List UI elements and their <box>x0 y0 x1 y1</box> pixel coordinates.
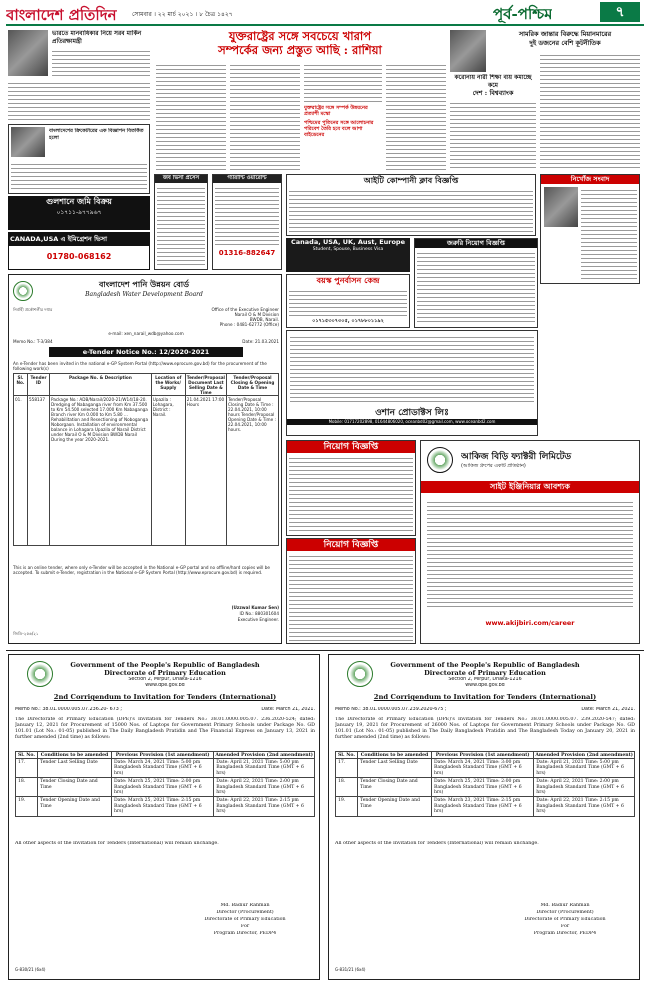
world-bank-photo <box>450 30 486 72</box>
club-title: আইটি কোম্পানী ক্লাব বিজ্ঞপ্তি <box>363 176 459 185</box>
land-sale-title: গুলশানে জমি বিক্রয় <box>46 197 112 206</box>
c2-r3-prev: Date: March 23, 2021 Time: 2:15 pm Bangladesh Standard Time (GMT + 6 hrs) <box>432 797 534 816</box>
russia-body-col3 <box>304 62 382 102</box>
c1-signer-title3: For <box>240 924 250 929</box>
c1-r2-cond: Tender Closing Date and Time <box>38 778 112 797</box>
c1-r3-cond: Tender Opening Date and Time <box>38 797 112 816</box>
appointment-body-2 <box>289 553 413 641</box>
ocean-table <box>290 334 534 404</box>
c2-memo: Memo No.: 38.01.0000.005.07.239.2020-675 ; <box>335 707 447 712</box>
akij-ad <box>420 440 640 644</box>
c1-directorate: Directorate of Primary Education <box>104 669 226 677</box>
appointment-ad-1 <box>286 440 416 536</box>
akij-vacancy: সাইট ইঞ্জিনিয়ার আবশ্যক <box>421 481 639 493</box>
c2-th-prev: Previous Provision (1st amendment) <box>432 752 534 759</box>
c2-r3-sl: 19. <box>336 797 358 816</box>
appointment-body-1 <box>289 455 413 533</box>
c2-th-sl: Sl. No. <box>336 752 358 759</box>
c2-th-cond: Conditions to be amended <box>358 752 432 759</box>
education-body <box>450 100 536 170</box>
urgent-hiring-ad <box>414 238 538 328</box>
old-home-title: বয়স্ক পুনর্বাসন কেন্দ্র <box>316 276 380 285</box>
c2-date: Date: March 21, 2021. <box>581 707 635 712</box>
akij-sub: (আকিজ গ্রুপের একটি প্রতিষ্ঠান) <box>461 463 526 469</box>
canada-usa-ad <box>8 232 150 270</box>
c2-web: www.dpe.gov.bd <box>465 683 505 688</box>
appointment-ad-2 <box>286 538 416 644</box>
education-headline-1: করোনায় নারী শিক্ষা ব্যয় কমাচ্ছে কমে <box>454 74 532 89</box>
wdb-office-line2: Narail O & M Division <box>234 312 279 317</box>
c1-web: www.dpe.gov.bd <box>145 683 185 688</box>
c2-gov: Government of the People's Republic of Bangladesh <box>390 661 580 669</box>
akij-logo-icon <box>427 447 453 473</box>
wdb-th-closing: Tender/Proposal Closing & Opening Date & Time <box>227 374 279 396</box>
c1-gov: Government of the People's Republic of Bangladesh <box>70 661 260 669</box>
wdb-signer-id: ID No.: 880301604 <box>239 611 279 616</box>
canada-usa-title: CANADA,USA এ ইমিগ্রেশন ভিসা <box>9 233 149 246</box>
c1-body: The Directorate of Primary Education (DPE)'s Invitation for Tenders No.: 38.01.0000.005.07. 236.2020-524; dated: January 12, 2021 for Procurement of 15000 Nos. of Laptops for Government Primary Schools under Package No. GD 101.01 (Lot No.: 01-05) published in The Daily Bangladesh Pratidin and The Financial Express on January 13, 2021 in further amended (2nd time) as follows: <box>15 717 315 740</box>
wdb-cell-description: Package No.: ADB/Narail/2020-21/W14/18-20. Dredging of Nabaganga river from Km 37.500 to Km 54.500 selected 17.000 Km Nabaganga Branch river Km 0.000 to Km 5.80 ... Rehabilitation and Resectioning of Noboganga Noborgaon. Installation of environmental balance in Lohagara Upazila of Narail District under Narail O & M Division BWDB Narail During the year 2020-2021. <box>50 396 152 546</box>
wdb-memo: Memo No.: T-3/384 <box>13 339 53 344</box>
c1-r1-cond: Tender Last Selling Date <box>38 759 112 778</box>
wdb-logo-icon <box>13 281 33 301</box>
russia-headline-2: সম্পর্কের জন্য প্রস্তুত আছি : রাশিয়া <box>218 44 382 57</box>
wdb-ref: জিডি-২৫৬/২১ <box>13 631 39 636</box>
c2-r1-sl: 17. <box>336 759 358 778</box>
appointment-title-1: নিয়োগ বিজ্ঞপ্তি <box>287 441 415 453</box>
russia-body-col2 <box>230 62 300 170</box>
c1-address: Section 2, Mirpur, Dhaka-1216 <box>128 677 202 682</box>
c2-directorate: Directorate of Primary Education <box>424 669 546 677</box>
table-row <box>336 759 635 778</box>
c1-signer-title4: Program Director, PEDP4 <box>213 931 277 936</box>
wdb-table <box>13 373 279 546</box>
c2-signer-title1: Director (Procurement) <box>536 910 594 915</box>
myanmar-headline-2: দুই ডজনের বেশি কূটনীতিক <box>529 39 601 47</box>
canada-usa-phone: 01780-068162 <box>46 252 112 261</box>
missing-body <box>581 187 637 279</box>
old-home-body <box>289 288 407 316</box>
myanmar-body <box>540 52 640 170</box>
ocean-ad <box>286 330 538 436</box>
c1-r2-amend: Date: April 22, 2021 Time: 2:00 pm Bangladesh Standard Time (GMT + 6 hrs) <box>214 778 315 797</box>
akij-body <box>427 499 633 609</box>
c1-th-cond: Conditions to be amended <box>38 752 112 759</box>
bazar-phone: 01316-882647 <box>218 249 276 257</box>
wdb-cell-id: 558137 <box>28 396 50 546</box>
russia-bullet-1: যুক্তরাষ্ট্রের সঙ্গে সম্পর্ক উন্নয়নের প্রত্যাশী মস্কো <box>304 105 368 117</box>
missing-photo <box>544 187 578 227</box>
wdb-cell-closing: Tender/Proposal Closing Date & Time : 22.04.2021, 10:00 hours Tender/Proposal Opening Date & Time : 22.04.2021, 10:00 hours. <box>227 396 279 546</box>
c1-title: 2nd Corrigendum to Invitation for Tenders (International) <box>53 693 277 701</box>
table-row <box>336 797 635 816</box>
c2-signer: Md. Badiur Rahman <box>540 903 590 908</box>
wdb-intro: An e-Tender has been invited in the national e-GP System Portal (http://www.eprocure.gov.bd) for the procurement of the following work(s) <box>13 361 267 371</box>
old-home-ad <box>286 274 410 328</box>
bazar-body <box>215 185 279 247</box>
wdb-office-en: Office of the Executive Engineer <box>211 307 279 312</box>
land-sale-phone: ০১৭১১-৯৭৭৯৬৭ <box>56 209 102 216</box>
wdb-th-package: Package No. & Description <box>50 374 152 396</box>
cricket-headline: বাংলাদেশের ক্রিকেটারের এক বিজ্ঞাপন বিতর্কিত হলো <box>49 128 144 141</box>
c2-body: The Directorate of Primary Education (DPE)'s Invitation for Tenders No.: 38.01.0000.005.07. 239.2020-547; dated: January 19, 2021 for Procurement of 26000 Nos. of Laptops for Government Primary Schools under Package No. GD 101.01 (Lot No.: 01-05) published in The Daily Bangladesh Pratidin and The Bangladesh Today on January 20, 2021 in further amended (2nd time) as follows: <box>335 717 635 740</box>
india-rights-headline: ভারতে মানবাধিকার নিয়ে সরব মার্কিন প্রতিরক্ষামন্ত্রী <box>52 30 142 45</box>
russia-body-col4 <box>386 62 446 170</box>
old-home-phone: ০১৭১৫৩০৭৩০৫, ০১৭৮৮০১১৯২ <box>312 318 384 324</box>
wdb-footer-text: This is an online tender, where only e-Tender will be accepted in the National e-GP portal and no offline/hard copies will be accepted. To submit e-Tender, registration in the National e-GP System Portal (http://www.eprocure.gov.bd) is required. <box>13 565 270 575</box>
india-rights-body <box>52 48 150 76</box>
wdb-email: e-mail: xen_narail_wdb@yahoo.com <box>108 331 184 336</box>
c2-r2-cond: Tender Closing Date and Time <box>358 778 432 797</box>
c1-r1-amend: Date: April 21, 2021 Time: 5:00 pm Bangladesh Standard Time (GMT + 6 hrs) <box>214 759 315 778</box>
missing-title: নিখোঁজ সংবাদ <box>541 175 639 184</box>
c2-signer-title2: Directorate of Primary Education <box>524 917 606 922</box>
c2-table <box>335 751 635 817</box>
c1-signer: Md. Badiur Rahman <box>220 903 270 908</box>
visa-body <box>157 185 205 265</box>
masthead-rule <box>6 24 644 26</box>
wdb-tender <box>8 274 282 644</box>
corrigendum-1 <box>8 654 320 980</box>
russia-body-col1 <box>156 62 226 170</box>
c1-r3-sl: 19. <box>16 797 38 816</box>
table-row <box>16 759 315 778</box>
corrigenda-rule <box>6 650 644 651</box>
table-row <box>336 778 635 797</box>
c2-title: 2nd Corrigendum to Invitation for Tenders (International) <box>373 693 597 701</box>
missing-notice <box>540 174 640 284</box>
c2-r1-cond: Tender Last Selling Date <box>358 759 432 778</box>
wdb-cell-selling: 21.04.2021 17:00 Hours <box>185 396 226 546</box>
wdb-org-en: Bangladesh Water Development Board <box>85 291 203 298</box>
myanmar-headline-1: সামরিক জান্তার বিরুদ্ধে মিয়ানমারের <box>518 30 612 38</box>
wdb-th-selling: Tender/Proposal Document Last Selling Date & Time <box>186 374 225 395</box>
visa-title: জব ভিসা প্রসেস <box>155 175 207 183</box>
c2-r1-prev: Date: March 24, 2021 Time: 3:00 pm Bangladesh Standard Time (GMT + 6 hrs) <box>432 759 534 778</box>
defence-secretary-photo <box>8 30 48 76</box>
russia-headline-1: যুক্তরাষ্ট্রের সঙ্গে সবচেয়ে খারাপ <box>228 30 372 43</box>
wdb-office-line3: BWDB, Narail. <box>249 317 279 322</box>
akij-apply-url: www.akijbiri.com/career <box>485 619 575 627</box>
c2-r2-prev: Date: March 25, 2021 Time: 2:00 pm Bangladesh Standard Time (GMT + 6 hrs) <box>432 778 534 797</box>
russia-bullets <box>304 62 382 170</box>
section-title: পূর্ব-পশ্চিম <box>493 5 553 23</box>
c1-r3-amend: Date: April 22, 2021 Time: 2:15 pm Bangladesh Standard Time (GMT + 6 hrs) <box>214 797 315 816</box>
c1-r1-sl: 17. <box>16 759 38 778</box>
table-row <box>16 778 315 797</box>
study-abroad-ad <box>286 238 410 272</box>
land-sale-ad <box>8 196 150 230</box>
india-rights-body-cont <box>8 80 150 120</box>
table-row <box>14 396 279 546</box>
c2-r2-sl: 18. <box>336 778 358 797</box>
c1-r2-sl: 18. <box>16 778 38 797</box>
urgent-hiring-body <box>417 250 535 324</box>
c1-closing: All other aspects of the Invitation for Tenders (International) will remain unchange. <box>15 841 219 846</box>
c2-closing: All other aspects of the Invitation for Tenders (International) will remain unchange. <box>335 841 539 846</box>
c2-signer-title4: Program Director, PEDP4 <box>533 931 597 936</box>
c1-signer-title1: Director (Procurement) <box>216 910 274 915</box>
bazar-ad <box>212 174 282 270</box>
akij-company: আকিজ বিড়ি ফ্যাক্টরী লিমিটেড <box>461 452 572 462</box>
c2-signer-title3: For <box>560 924 570 929</box>
cricket-body <box>11 161 147 191</box>
c2-r2-amend: Date: April 22, 2021 Time: 2:00 pm Bangladesh Standard Time (GMT + 6 hrs) <box>534 778 635 797</box>
wdb-th-id: Tender ID <box>28 374 50 396</box>
wdb-th-sl: Sl. No. <box>14 374 28 396</box>
wdb-cell-sl: 01. <box>14 396 28 546</box>
club-notice <box>286 174 536 236</box>
wdb-signer: (Uzzwal Kumar Sen) <box>231 605 279 610</box>
wdb-notice-title: e-Tender Notice No.: 12/2020-2021 <box>49 347 243 357</box>
c1-r2-prev: Date: March 25, 2021 Time: 2:00 pm Bangladesh Standard Time (GMT + 6 hrs) <box>112 778 214 797</box>
wdb-signer-title: Executive Engineer. <box>237 617 279 622</box>
appointment-title-2: নিয়োগ বিজ্ঞপ্তি <box>287 539 415 551</box>
c1-th-sl: Sl. No. <box>16 752 38 759</box>
wdb-phone: Phone : 0481-62772 (Office) <box>219 322 279 327</box>
wdb-th-location: Location of the Works/ Supply <box>151 374 185 396</box>
c1-gd: G-830/21 (6x4) <box>15 967 46 972</box>
cricket-photo <box>11 127 45 157</box>
study-abroad-title: Canada, USA, UK, Aust, Europe <box>291 238 405 246</box>
wdb-org-bn: বাংলাদেশ পানি উন্নয়ন বোর্ড <box>98 279 189 289</box>
c1-table <box>15 751 315 817</box>
russia-bullet-2: পশ্চিমের পুতিনের সঙ্গে আলোচনার পরিবেশ তৈরি হবে বলে আশা বাইডেনের <box>304 120 374 138</box>
c2-r3-cond: Tender Opening Date and Time <box>358 797 432 816</box>
wdb-date: Date: 21.03.2021 <box>242 339 279 344</box>
issue-date: সোমবার । ২২ মার্চ ২০২১ । ৮ চৈত্র ১৪২৭ <box>132 11 233 18</box>
c1-th-amend: Amended Provision (2nd amendment) <box>215 752 313 758</box>
ocean-title: ওশান প্রোডাক্টস লিঃ <box>375 408 449 418</box>
page-number: ৭ <box>600 2 640 22</box>
visa-ad <box>154 174 208 270</box>
cricket-story <box>8 124 150 194</box>
club-body <box>289 188 533 232</box>
masthead <box>0 0 650 24</box>
c2-r1-amend: Date: April 21, 2021 Time: 5:00 pm Bangladesh Standard Time (GMT + 6 hrs) <box>534 759 635 778</box>
c2-gd: G-831/21 (6x4) <box>335 967 366 972</box>
c1-date: Date: March 21, 2021. <box>261 707 315 712</box>
corrigendum-2 <box>328 654 640 980</box>
c1-r1-prev: Date: March 24, 2021 Time: 5:00 pm Bangladesh Standard Time (GMT + 6 hrs) <box>112 759 214 778</box>
urgent-hiring-title: জরুরি নিয়োগ বিজ্ঞপ্তি <box>415 239 537 248</box>
study-abroad-line: Student, Spouse, Business Visa <box>312 247 384 252</box>
c2-th-amend: Amended Provision (2nd amendment) <box>535 752 633 758</box>
wdb-cell-location: Upazila : Lohagara, District : Narail. <box>151 396 185 546</box>
c2-address: Section 2, Mirpur, Dhaka-1216 <box>448 677 522 682</box>
c1-th-prev: Previous Provision (1st amendment) <box>112 752 214 759</box>
c2-r3-amend: Date: April 22, 2021 Time: 2:15 pm Bangladesh Standard Time (GMT + 6 hrs) <box>534 797 635 816</box>
paper-name: বাংলাদেশ প্রতিদিন <box>6 6 117 24</box>
c1-r3-prev: Date: March 25, 2021 Time: 2:15 pm Bangladesh Standard Time (GMT + 6 hrs) <box>112 797 214 816</box>
wdb-office-bn: নির্বাহী প্রকৌশলীর দপ্তর <box>13 307 53 312</box>
ocean-footer: Mobile: 01717202898, 01644806020, oceanbd02@gmail.com, www.oceanbd2.com <box>287 419 537 425</box>
table-row <box>16 797 315 816</box>
c1-memo: Memo No.: 38.01.0000.005.07.236.20- 673 ; <box>15 707 122 712</box>
education-headline-2: দেশ : বিশ্বব্যাংক <box>472 89 514 97</box>
c1-signer-title2: Directorate of Primary Education <box>204 917 286 922</box>
bazar-title: গ্যারান্টি ওয়ারেন্টি <box>213 175 281 183</box>
